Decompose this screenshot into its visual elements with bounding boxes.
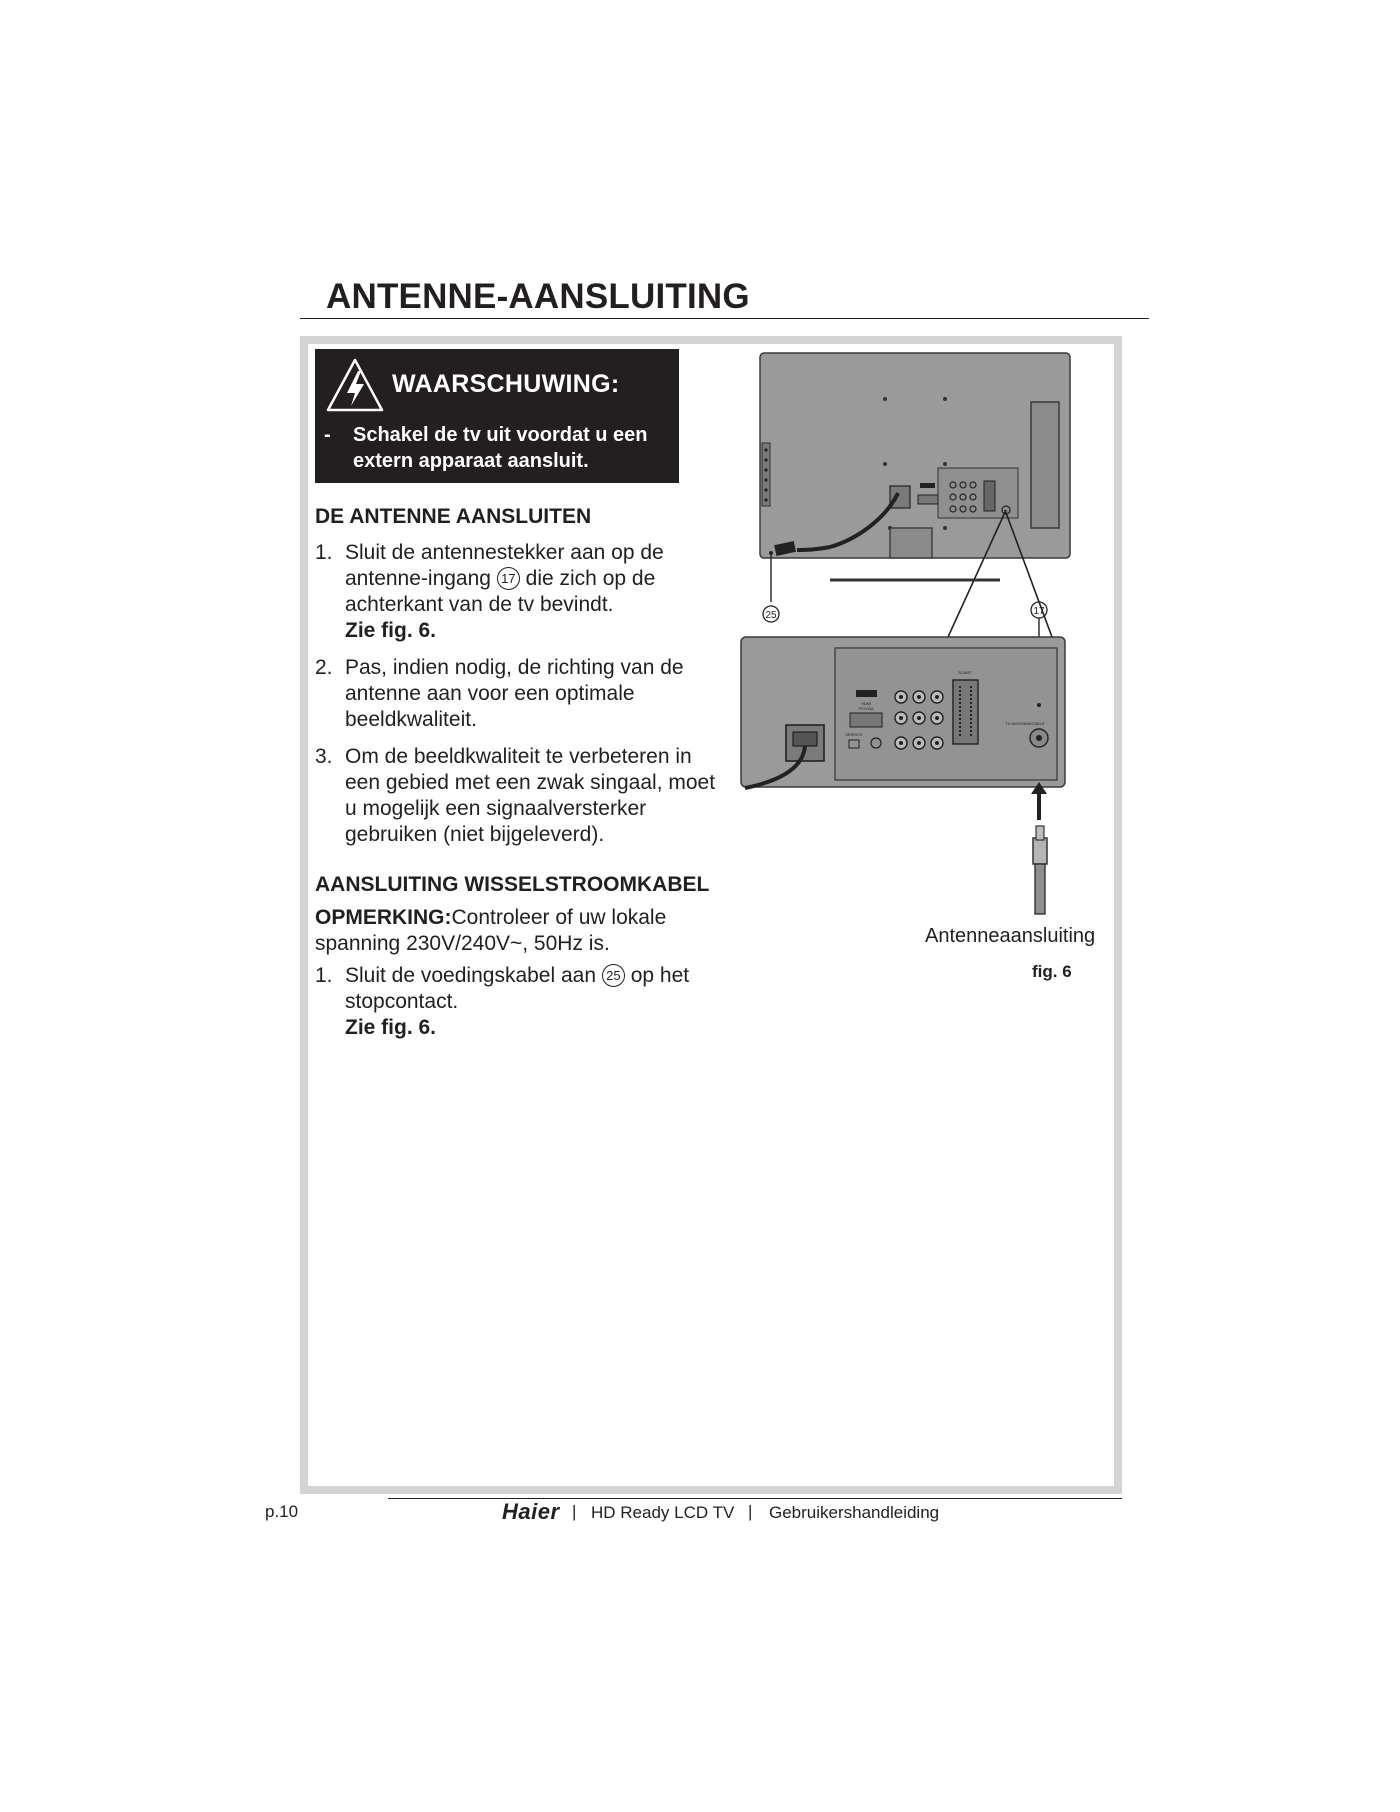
figure-reference: Zie fig. 6. (345, 1016, 437, 1039)
side-buttons (762, 443, 770, 506)
title-divider (300, 318, 1149, 319)
scart-port (953, 680, 978, 744)
vga-port (850, 713, 882, 727)
footer-document-name: Gebruikershandleiding (769, 1503, 940, 1522)
note-text: Controleer of uw lokale spanning 230V/240V~, 50Hz is. (315, 906, 667, 955)
svg-text:SERVICE: SERVICE (845, 732, 863, 737)
antenna-plug (1033, 838, 1047, 864)
brand-logo: Haier (502, 1499, 560, 1524)
list-number: 1. (315, 964, 333, 987)
note-label: OPMERKING: (315, 906, 452, 929)
callout-power-label: 25 (765, 610, 777, 621)
tv-rear-connection-diagram (735, 350, 1085, 925)
callout-antenna-label: 17 (1033, 606, 1045, 617)
hdmi-port (856, 690, 877, 697)
list-text (345, 540, 725, 644)
footer-product-name: HD Ready LCD TV (591, 1503, 735, 1522)
tv-stand (890, 528, 932, 558)
list-number: 1. (315, 541, 333, 564)
reference-number-badge: 17 (497, 567, 520, 590)
electric-hazard-icon (325, 357, 385, 413)
list-text-part: die zich op de achterkant van de tv bevindt. (345, 567, 656, 616)
list-number: 3. (315, 745, 333, 768)
footer-divider (388, 1498, 1122, 1499)
figure-caption: Antenneaansluiting (925, 925, 1096, 947)
list-number: 2. (315, 656, 333, 679)
warning-bullet: - (324, 424, 331, 446)
section-heading-antenna: DE ANTENNE AANSLUITEN (315, 505, 592, 528)
list-text: Pas, indien nodig, de richting van de antenne aan voor een optimale beeldkwaliteit. (345, 656, 684, 731)
list-text-part: Sluit de antennestekker aan op de antenne-ingang (345, 541, 664, 590)
tv-back-panel (760, 353, 1070, 558)
page-number: p.10 (265, 1502, 299, 1521)
warning-box (315, 349, 679, 483)
svg-text:SCART: SCART (958, 670, 972, 675)
list-text-part: op het stopcontact. (345, 964, 690, 1013)
figure-reference: Zie fig. 6. (345, 619, 437, 642)
svg-text:PC/VGA: PC/VGA (858, 706, 874, 711)
reference-number-badge: 25 (602, 964, 625, 987)
antenna-cable (1035, 864, 1045, 914)
list-text: Om de beeldkwaliteit te verbeteren in een gebied met een zwak singaal, moet u mogelijk een signaalversterker gebruiken (niet bijgeleverd). (345, 745, 716, 846)
note (315, 905, 735, 957)
svg-text:HDMI: HDMI (860, 701, 872, 706)
footer-separator: | (572, 1502, 577, 1521)
section-heading-power: AANSLUITING WISSELSTROOMKABEL (315, 873, 710, 896)
list-text-part: Sluit de voedingskabel aan (345, 964, 597, 987)
page-title: ANTENNE-AANSLUITING (326, 277, 750, 316)
warning-title: WAARSCHUWING: (392, 370, 620, 398)
footer-separator: | (748, 1502, 753, 1521)
svg-text:TV ANTENNA/CABLE: TV ANTENNA/CABLE (1005, 721, 1045, 726)
figure-label: fig. 6 (1032, 962, 1072, 981)
warning-text: Schakel de tv uit voordat u een extern apparaat aansluit. (353, 424, 648, 472)
list-text (345, 963, 725, 1041)
